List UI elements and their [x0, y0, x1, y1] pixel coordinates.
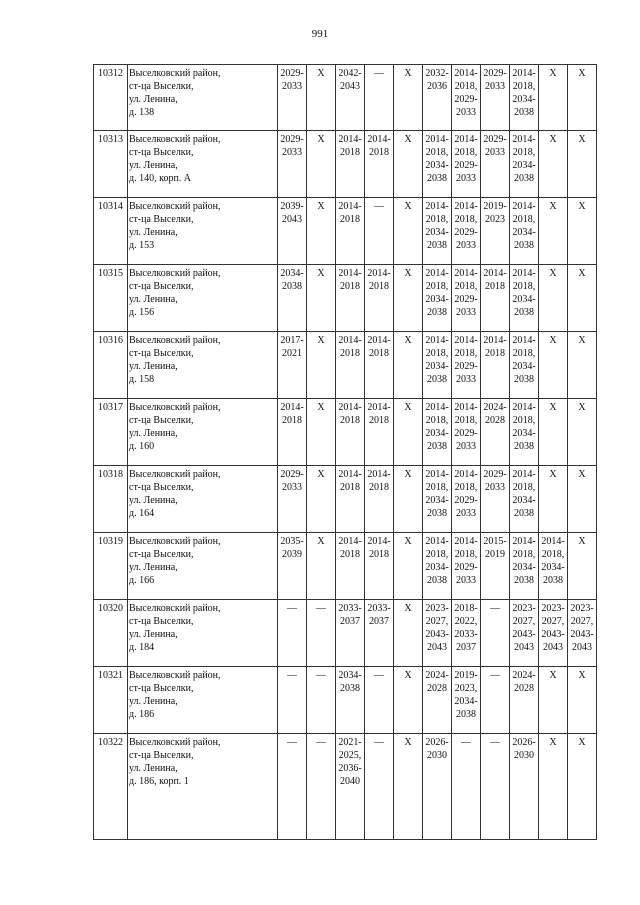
value-text: 2029- 2033 — [280, 469, 304, 493]
value-cell — [423, 667, 452, 734]
page-number: 991 — [311, 28, 329, 40]
value-text: Х — [549, 134, 557, 145]
value-cell — [394, 734, 423, 840]
value-text: 2014- 2018 — [367, 268, 391, 292]
value-cell — [307, 600, 336, 667]
value-cell — [452, 332, 481, 399]
address-cell — [128, 734, 278, 840]
value-cell — [510, 533, 539, 600]
table-row — [94, 198, 597, 265]
value-cell — [481, 332, 510, 399]
value-text: 2014- 2018 — [280, 402, 304, 426]
value-text: 2014- 2018, 2029- 2033 — [454, 201, 478, 251]
value-text: 2014- 2018 — [367, 134, 391, 158]
value-cell — [423, 399, 452, 466]
value-cell — [568, 65, 597, 131]
value-text: 2033- 2037 — [338, 603, 362, 627]
value-cell — [336, 131, 365, 198]
value-cell — [336, 399, 365, 466]
value-text: Х — [404, 670, 412, 681]
value-cell — [510, 667, 539, 734]
value-text: Х — [404, 536, 412, 547]
value-text: Х — [549, 737, 557, 748]
value-cell — [336, 600, 365, 667]
value-text: 2029- 2033 — [280, 68, 304, 92]
value-text: 2014- 2018, 2034- 2038 — [425, 335, 449, 385]
value-cell — [568, 667, 597, 734]
value-cell — [336, 65, 365, 131]
value-text: Х — [317, 335, 325, 346]
value-cell — [539, 600, 568, 667]
value-cell — [510, 466, 539, 533]
value-text: 2014- 2018, 2029- 2033 — [454, 268, 478, 318]
value-text: — — [287, 670, 297, 681]
value-cell — [307, 198, 336, 265]
value-text: — — [316, 670, 326, 681]
value-text: Х — [578, 402, 586, 413]
value-text: 2017- 2021 — [280, 335, 304, 359]
value-cell — [452, 265, 481, 332]
value-text: 2014- 2018 — [338, 402, 362, 426]
value-text: — — [374, 68, 384, 79]
value-text: 2014- 2018, 2029- 2033 — [454, 402, 478, 452]
value-text: — — [374, 737, 384, 748]
value-cell — [307, 399, 336, 466]
value-cell — [365, 399, 394, 466]
value-cell — [481, 600, 510, 667]
value-cell — [423, 265, 452, 332]
value-cell — [452, 466, 481, 533]
address-text: Выселковский район, ст-ца Выселки, ул. Ленина, д. 186 — [129, 670, 221, 720]
value-text: 2014- 2018 — [367, 335, 391, 359]
value-text: 2014- 2018, 2034- 2038 — [512, 134, 536, 184]
value-text: Х — [549, 670, 557, 681]
row-number: 10319 — [94, 533, 128, 600]
value-text: 2023- 2027, 2043- 2043 — [425, 603, 449, 653]
value-text: Х — [317, 134, 325, 145]
value-text: 2014- 2018 — [338, 268, 362, 292]
value-cell — [452, 65, 481, 131]
value-text: 2026- 2030 — [425, 737, 449, 761]
value-cell — [568, 466, 597, 533]
value-text: 2014- 2018, 2029- 2033 — [454, 68, 478, 118]
value-cell — [510, 734, 539, 840]
value-text: 2024- 2028 — [512, 670, 536, 694]
value-cell — [510, 131, 539, 198]
value-text: 2014- 2018, 2034- 2038 — [512, 335, 536, 385]
address-text: Выселковский район, ст-ца Выселки, ул. Ленина, д. 138 — [129, 68, 221, 118]
row-number: 10318 — [94, 466, 128, 533]
value-cell — [481, 466, 510, 533]
address-text: Выселковский район, ст-ца Выселки, ул. Ленина, д. 140, корп. А — [129, 134, 221, 184]
value-text: 2014- 2018, 2034- 2038 — [425, 268, 449, 318]
table-row — [94, 667, 597, 734]
value-cell — [568, 265, 597, 332]
value-cell — [452, 734, 481, 840]
table-row — [94, 65, 597, 131]
value-text: 2014- 2018, 2034- 2038 — [512, 469, 536, 519]
value-text: — — [287, 603, 297, 614]
value-cell — [365, 466, 394, 533]
address-cell — [128, 65, 278, 131]
value-cell — [423, 734, 452, 840]
value-text: 2014- 2018, 2034- 2038 — [425, 469, 449, 519]
value-cell — [336, 332, 365, 399]
value-text: — — [316, 603, 326, 614]
value-text: Х — [578, 469, 586, 480]
value-text: 2042- 2043 — [338, 68, 362, 92]
value-text: 2014- 2018 — [338, 469, 362, 493]
value-cell — [365, 533, 394, 600]
value-cell — [452, 198, 481, 265]
row-number: 10322 — [94, 734, 128, 840]
value-text: Х — [404, 134, 412, 145]
value-cell — [278, 198, 307, 265]
value-text: 2039- 2043 — [280, 201, 304, 225]
value-text: Х — [317, 68, 325, 79]
value-text: 2033- 2037 — [367, 603, 391, 627]
value-cell — [539, 667, 568, 734]
value-cell — [423, 533, 452, 600]
value-cell — [481, 65, 510, 131]
value-cell — [365, 667, 394, 734]
value-cell — [365, 600, 394, 667]
value-text: Х — [578, 737, 586, 748]
value-text: — — [490, 670, 500, 681]
value-cell — [278, 265, 307, 332]
row-number: 10315 — [94, 265, 128, 332]
value-cell — [423, 332, 452, 399]
value-text: — — [490, 603, 500, 614]
value-text: 2035- 2039 — [280, 536, 304, 560]
value-text: Х — [404, 268, 412, 279]
value-text: 2029- 2033 — [280, 134, 304, 158]
value-cell — [394, 667, 423, 734]
value-text: Х — [404, 68, 412, 79]
value-cell — [278, 131, 307, 198]
value-cell — [365, 65, 394, 131]
value-text: 2034- 2038 — [280, 268, 304, 292]
value-text: Х — [578, 335, 586, 346]
value-cell — [394, 198, 423, 265]
table-row — [94, 533, 597, 600]
table-row — [94, 600, 597, 667]
value-text: 2014- 2018 — [338, 134, 362, 158]
row-number: 10320 — [94, 600, 128, 667]
value-cell — [423, 65, 452, 131]
value-cell — [307, 265, 336, 332]
value-text: 2014- 2018, 2034- 2038 — [512, 536, 536, 586]
value-cell — [278, 533, 307, 600]
row-number: 10316 — [94, 332, 128, 399]
value-text: 2014- 2018, 2029- 2033 — [454, 335, 478, 385]
value-cell — [452, 399, 481, 466]
data-table — [93, 64, 597, 840]
value-cell — [568, 198, 597, 265]
value-cell — [394, 332, 423, 399]
value-text: Х — [404, 335, 412, 346]
value-cell — [481, 198, 510, 265]
value-text: 2014- 2018, 2029- 2033 — [454, 469, 478, 519]
value-text: Х — [549, 402, 557, 413]
value-text: Х — [404, 201, 412, 212]
value-cell — [539, 332, 568, 399]
value-cell — [278, 466, 307, 533]
value-text: 2014- 2018, 2034- 2038 — [425, 201, 449, 251]
value-cell — [568, 600, 597, 667]
value-text: Х — [578, 68, 586, 79]
value-cell — [510, 65, 539, 131]
value-text: — — [316, 737, 326, 748]
address-text: Выселковский район, ст-ца Выселки, ул. Ленина, д. 156 — [129, 268, 221, 318]
value-text: Х — [549, 469, 557, 480]
value-text: 2026- 2030 — [512, 737, 536, 761]
value-cell — [539, 734, 568, 840]
address-text: Выселковский район, ст-ца Выселки, ул. Ленина, д. 166 — [129, 536, 221, 586]
value-cell — [278, 734, 307, 840]
value-text: Х — [317, 402, 325, 413]
value-cell — [539, 198, 568, 265]
value-cell — [452, 533, 481, 600]
value-cell — [278, 399, 307, 466]
address-cell — [128, 667, 278, 734]
value-cell — [568, 131, 597, 198]
value-cell — [510, 265, 539, 332]
value-text: 2014- 2018 — [483, 335, 507, 359]
value-text: — — [374, 201, 384, 212]
value-text: 2029- 2033 — [483, 68, 507, 92]
value-text: Х — [317, 201, 325, 212]
value-cell — [510, 399, 539, 466]
address-cell — [128, 265, 278, 332]
value-cell — [452, 667, 481, 734]
value-cell — [452, 600, 481, 667]
value-text: 2014- 2018, 2034- 2038 — [512, 402, 536, 452]
value-text: 2014- 2018, 2034- 2038 — [512, 68, 536, 118]
row-number: 10312 — [94, 65, 128, 131]
table-row — [94, 265, 597, 332]
value-text: 2014- 2018, 2034- 2038 — [512, 268, 536, 318]
value-cell — [365, 734, 394, 840]
address-cell — [128, 198, 278, 265]
value-cell — [423, 600, 452, 667]
value-text: 2032- 2036 — [425, 68, 449, 92]
value-text: 2014- 2018, 2034- 2038 — [541, 536, 565, 586]
value-cell — [481, 399, 510, 466]
value-text: Х — [404, 469, 412, 480]
table-row — [94, 466, 597, 533]
value-cell — [539, 466, 568, 533]
value-text: 2024- 2028 — [483, 402, 507, 426]
value-text: 2023- 2027, 2043- 2043 — [570, 603, 594, 653]
value-cell — [336, 667, 365, 734]
value-cell — [481, 533, 510, 600]
value-cell — [394, 265, 423, 332]
value-cell — [365, 198, 394, 265]
value-cell — [278, 600, 307, 667]
value-text: Х — [578, 670, 586, 681]
value-cell — [394, 600, 423, 667]
value-text: — — [374, 670, 384, 681]
value-text: 2014- 2018, 2034- 2038 — [425, 134, 449, 184]
address-cell — [128, 131, 278, 198]
value-text: 2023- 2027, 2043- 2043 — [512, 603, 536, 653]
table-row — [94, 734, 597, 840]
address-cell — [128, 533, 278, 600]
value-text: Х — [404, 402, 412, 413]
value-text: 2019- 2023, 2034- 2038 — [454, 670, 478, 720]
value-text: 2014- 2018, 2034- 2038 — [425, 536, 449, 586]
value-cell — [307, 533, 336, 600]
value-text: 2014- 2018, 2034- 2038 — [425, 402, 449, 452]
value-text: Х — [549, 68, 557, 79]
value-text: Х — [578, 134, 586, 145]
value-cell — [307, 734, 336, 840]
value-text: 2023- 2027, 2043- 2043 — [541, 603, 565, 653]
value-text: 2021- 2025, 2036- 2040 — [338, 737, 362, 787]
value-cell — [278, 332, 307, 399]
value-text: Х — [549, 335, 557, 346]
value-cell — [568, 734, 597, 840]
value-cell — [278, 667, 307, 734]
value-text: Х — [404, 737, 412, 748]
value-cell — [336, 466, 365, 533]
value-cell — [568, 332, 597, 399]
value-cell — [568, 533, 597, 600]
value-text: Х — [578, 268, 586, 279]
value-cell — [510, 332, 539, 399]
value-cell — [481, 667, 510, 734]
row-number: 10314 — [94, 198, 128, 265]
address-cell — [128, 600, 278, 667]
value-cell — [394, 533, 423, 600]
value-cell — [481, 265, 510, 332]
value-text: Х — [317, 536, 325, 547]
value-cell — [365, 131, 394, 198]
value-text: Х — [578, 536, 586, 547]
value-text: 2034- 2038 — [338, 670, 362, 694]
value-cell — [336, 533, 365, 600]
value-text: — — [287, 737, 297, 748]
value-cell — [307, 466, 336, 533]
value-cell — [394, 131, 423, 198]
row-number: 10321 — [94, 667, 128, 734]
address-cell — [128, 399, 278, 466]
address-text: Выселковский район, ст-ца Выселки, ул. Ленина, д. 186, корп. 1 — [129, 737, 221, 787]
value-cell — [510, 198, 539, 265]
value-cell — [278, 65, 307, 131]
value-cell — [423, 198, 452, 265]
value-cell — [481, 734, 510, 840]
value-cell — [539, 533, 568, 600]
value-cell — [539, 131, 568, 198]
value-text: 2018- 2022, 2033- 2037 — [454, 603, 478, 653]
value-text: Х — [317, 268, 325, 279]
table-row — [94, 399, 597, 466]
value-cell — [539, 265, 568, 332]
value-text: 2014- 2018, 2029- 2033 — [454, 134, 478, 184]
row-number: 10317 — [94, 399, 128, 466]
value-text: 2014- 2018 — [338, 201, 362, 225]
value-cell — [394, 399, 423, 466]
address-text: Выселковский район, ст-ца Выселки, ул. Ленина, д. 164 — [129, 469, 221, 519]
value-text: 2029- 2033 — [483, 469, 507, 493]
value-cell — [307, 667, 336, 734]
address-text: Выселковский район, ст-ца Выселки, ул. Ленина, д. 153 — [129, 201, 221, 251]
value-cell — [365, 265, 394, 332]
table-row — [94, 332, 597, 399]
value-cell — [336, 198, 365, 265]
value-cell — [307, 332, 336, 399]
value-text: Х — [549, 268, 557, 279]
value-text: Х — [578, 201, 586, 212]
value-cell — [568, 399, 597, 466]
address-cell — [128, 466, 278, 533]
value-text: 2014- 2018 — [367, 469, 391, 493]
address-text: Выселковский район, ст-ца Выселки, ул. Ленина, д. 160 — [129, 402, 221, 452]
value-cell — [394, 466, 423, 533]
address-text: Выселковский район, ст-ца Выселки, ул. Ленина, д. 184 — [129, 603, 221, 653]
value-text: 2014- 2018, 2029- 2033 — [454, 536, 478, 586]
value-text: 2014- 2018 — [367, 402, 391, 426]
value-text: — — [490, 737, 500, 748]
value-cell — [539, 65, 568, 131]
value-text: 2014- 2018 — [338, 335, 362, 359]
value-cell — [510, 600, 539, 667]
address-cell — [128, 332, 278, 399]
value-cell — [539, 399, 568, 466]
value-text: — — [461, 737, 471, 748]
value-text: Х — [317, 469, 325, 480]
value-text: Х — [549, 201, 557, 212]
value-text: 2014- 2018 — [483, 268, 507, 292]
value-cell — [307, 131, 336, 198]
value-text: 2019- 2023 — [483, 201, 507, 225]
row-number: 10313 — [94, 131, 128, 198]
value-cell — [336, 265, 365, 332]
value-cell — [394, 65, 423, 131]
table-row — [94, 131, 597, 198]
value-cell — [365, 332, 394, 399]
value-text: 2014- 2018 — [338, 536, 362, 560]
value-cell — [481, 131, 510, 198]
value-cell — [423, 466, 452, 533]
value-text: 2024- 2028 — [425, 670, 449, 694]
value-text: Х — [404, 603, 412, 614]
value-cell — [452, 131, 481, 198]
value-cell — [307, 65, 336, 131]
value-text: 2014- 2018 — [367, 536, 391, 560]
value-cell — [423, 131, 452, 198]
address-text: Выселковский район, ст-ца Выселки, ул. Ленина, д. 158 — [129, 335, 221, 385]
value-cell — [336, 734, 365, 840]
value-text: 2014- 2018, 2034- 2038 — [512, 201, 536, 251]
value-text: 2015- 2019 — [483, 536, 507, 560]
value-text: 2029- 2033 — [483, 134, 507, 158]
